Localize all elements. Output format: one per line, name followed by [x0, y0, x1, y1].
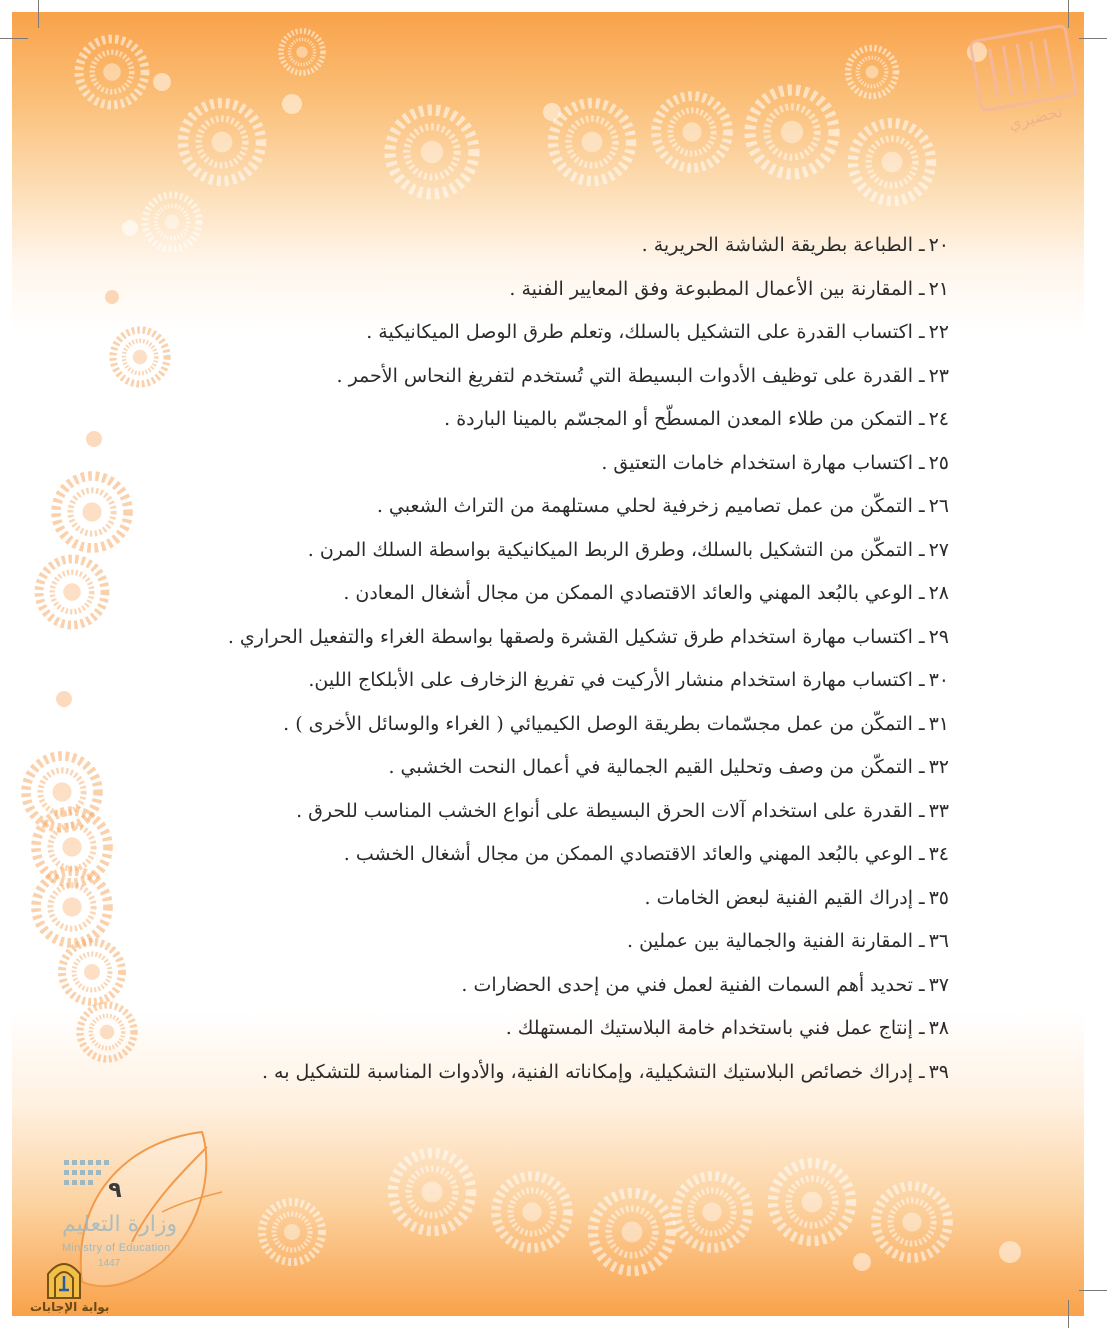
objective-item — [189, 311, 949, 355]
objective-item — [189, 485, 949, 529]
objective-number: ٢٧ — [928, 538, 949, 561]
objective-item — [189, 1051, 949, 1095]
objectives-list — [189, 224, 949, 1094]
objective-item — [189, 1007, 949, 1051]
objective-item — [189, 268, 949, 312]
objective-number: ٢٠ — [928, 234, 949, 256]
objective-number: ٣٣ — [928, 799, 949, 822]
crop-mark — [1068, 0, 1069, 28]
objective-text: ـ اكتساب مهارة استخدام خامات التعتيق . — [601, 451, 925, 474]
crop-mark — [0, 38, 28, 39]
page-background — [12, 12, 1084, 1316]
objective-item — [189, 529, 949, 573]
objective-text: ـ اكتساب مهارة استخدام طرق تشكيل القشرة ولصقها بواسطة الغراء والتفعيل الحراري . — [227, 625, 925, 648]
objective-number: ٣٢ — [928, 756, 949, 778]
objective-text: ـ المقارنة بين الأعمال المطبوعة وفق المعايير الفنية . — [509, 277, 925, 300]
objective-item — [189, 355, 949, 399]
objective-number: ٢٤ — [928, 408, 949, 430]
objective-number: ٣٠ — [928, 669, 949, 691]
objective-text: ـ التمكّن من عمل مجسّمات بطريقة الوصل الكيميائي ( الغراء والوسائل الأخرى ) . — [283, 712, 925, 735]
objective-text: ـ اكتساب مهارة استخدام منشار الأركيت في تفريغ الزخارف على الأبلكاج اللين. — [308, 669, 925, 691]
crop-mark — [38, 0, 39, 28]
ministry-name-english: Ministry of Education — [62, 1242, 171, 1254]
objective-item — [189, 616, 949, 660]
objective-item — [189, 790, 949, 834]
objective-item — [189, 833, 949, 877]
objective-number: ٣٦ — [928, 930, 949, 952]
stamp-label: تحضيري — [1006, 101, 1065, 134]
objective-number: ٢٨ — [928, 582, 949, 604]
portal-logo-icon — [44, 1256, 84, 1300]
objective-number: ٢٥ — [928, 451, 949, 474]
objective-number: ٣١ — [928, 712, 949, 735]
ministry-name-arabic: وزارة التعليم — [62, 1212, 178, 1237]
crop-mark — [1068, 1300, 1069, 1328]
objective-item — [189, 659, 949, 703]
objective-text: ـ الوعي بالبُعد المهني والعائد الاقتصادي الممكن من مجال أشغال الخشب . — [343, 843, 925, 865]
objective-text: ـ تحديد أهم السمات الفنية لعمل فني من إحدى الحضارات . — [461, 973, 925, 996]
objective-item — [189, 442, 949, 486]
objective-text: ـ إنتاج عمل فني باستخدام خامة البلاستيك المستهلك . — [505, 1017, 925, 1039]
objective-text: ـ التمكّن من عمل تصاميم زخرفية لحلي مستلهمة من التراث الشعبي . — [376, 495, 925, 517]
objective-number: ٢٣ — [928, 364, 949, 387]
objective-text: ـ القدرة على توظيف الأدوات البسيطة التي تُستخدم لتفريغ النحاس الأحمر . — [336, 364, 925, 387]
objective-number: ٢٢ — [928, 321, 949, 343]
objective-item — [189, 224, 949, 268]
objective-number: ٣٥ — [928, 886, 949, 909]
crop-mark — [1079, 1290, 1107, 1291]
objective-number: ٢٦ — [928, 495, 949, 517]
objective-text: ـ اكتساب القدرة على التشكيل بالسلك، وتعلم طرق الوصل الميكانيكية . — [366, 321, 925, 343]
objective-number: ٣٨ — [928, 1017, 949, 1039]
objective-text: ـ إدراك خصائص البلاستيك التشكيلية، وإمكاناته الفنية، والأدوات المناسبة للتشكيل به . — [261, 1060, 925, 1083]
objective-item — [189, 877, 949, 921]
ministry-year: 1447 — [98, 1258, 121, 1269]
objective-text: ـ المقارنة الفنية والجمالية بين عملين . — [627, 930, 925, 952]
objective-number: ٣٤ — [928, 843, 949, 865]
page-number: ٩ — [108, 1178, 122, 1203]
objective-item — [189, 964, 949, 1008]
objective-item — [189, 746, 949, 790]
objective-number: ٢٩ — [928, 625, 949, 648]
portal-label: بوابة الإجابات — [30, 1300, 110, 1314]
objective-text: ـ الوعي بالبُعد المهني والعائد الاقتصادي الممكن من مجال أشغال المعادن . — [343, 582, 925, 604]
objective-number: ٣٧ — [928, 973, 949, 996]
objective-text: ـ التمكّن من التشكيل بالسلك، وطرق الربط الميكانيكية بواسطة السلك المرن . — [307, 538, 925, 561]
crop-mark — [1079, 38, 1107, 39]
objective-item — [189, 572, 949, 616]
objective-number: ٢١ — [928, 277, 949, 300]
objective-text: ـ التمكن من طلاء المعدن المسطّح أو المجسّم بالمينا الباردة . — [444, 408, 925, 430]
objective-text: ـ القدرة على استخدام آلات الحرق البسيطة على أنواع الخشب المناسب للحرق . — [296, 799, 925, 822]
objective-item — [189, 398, 949, 442]
objective-text: ـ الطباعة بطريقة الشاشة الحريرية . — [641, 234, 925, 256]
objective-number: ٣٩ — [928, 1060, 949, 1083]
objective-text: ـ التمكّن من وصف وتحليل القيم الجمالية في أعمال النحت الخشبي . — [388, 756, 925, 778]
objective-text: ـ إدراك القيم الفنية لبعض الخامات . — [644, 886, 925, 909]
objective-item — [189, 703, 949, 747]
objective-item — [189, 920, 949, 964]
